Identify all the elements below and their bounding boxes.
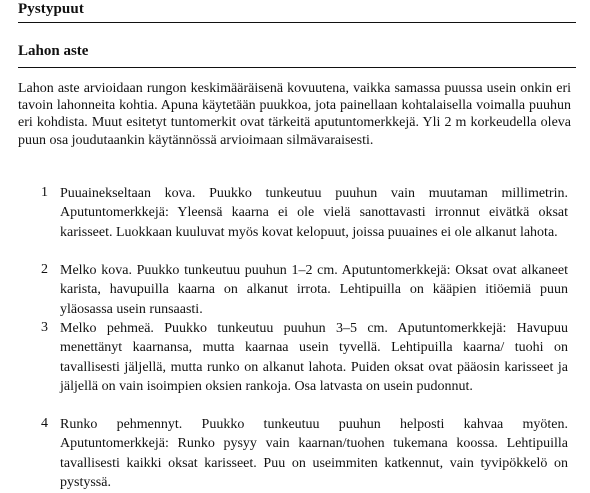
list-item-number: 4 [41, 416, 48, 431]
list-item-text: Runko pehmennyt. Puukko tunkeutuu puuhun helposti kahvaa myöten. Aputuntomerkkejä: Runko pysyy vain kaarnan/tuohen tukemana koossa. Lehtipuilla tavallisesti kaikki oksat karisseet. Puu on useimmiten katkennut, vain tyvipökkelö on pystyssä. [60, 417, 568, 490]
section-divider [18, 22, 576, 23]
subsection-divider [18, 67, 576, 68]
section-title: Pystypuut [18, 1, 84, 17]
list-item-text: Puuainekseltaan kova. Puukko tunkeutuu puuhun vain muutaman millimetrin. Aputuntomerkkejä: Yleensä kaarna ei ole vielä sanottavasti irronnut eivätkä oksat karisseet. Luokkaan kuuluvat myös kovat kelopuut, joissa puuaines ei ole alkanut lahota. [60, 186, 568, 240]
intro-paragraph: Lahon aste arvioidaan rungon keskimääräisenä kovuutena, vaikka samassa puussa usein onkin eri tavoin lahonneita kohtia. Apuna käytetään puukkoa, jota painellaan kohtalaisella voimalla puuhun eri kohdista. Muut esitetyt tuntomerkit ovat tärkeitä aputuntomerkkejä. Yli 2 m korkeudella oleva puun osa joudutaankin käytännössä arvioimaan silmävaraisesti. [18, 81, 571, 148]
list-item-number: 2 [41, 262, 48, 277]
list-item-number: 3 [41, 320, 48, 335]
list-item-number: 1 [41, 185, 48, 200]
list-item-text: Melko pehmeä. Puukko tunkeutuu puuhun 3–5 cm. Aputuntomerkkejä: Havupuu menettänyt kaarnansa, mutta kaarnaa usein tyvellä. Lehtipuilla kaarna/ tuohi on tavallisesti jäljellä, mutta runko on alkanut lahota. Puiden oksat ovat pääosin karisseet ja jäljellä on vain isoimpien oksien rankoja. Osa latvasta on usein pudonnut. [60, 321, 568, 394]
list-item-text: Melko kova. Puukko tunkeutuu puuhun 1–2 cm. Aputuntomerkkejä: Oksat ovat alkaneet karista, havupuilla kaarna on alkanut irrota. Lehtipuilla on kääpien itiöemiä puun yläosassa usein runsaasti. [60, 263, 568, 317]
subsection-title: Lahon aste [18, 43, 89, 59]
